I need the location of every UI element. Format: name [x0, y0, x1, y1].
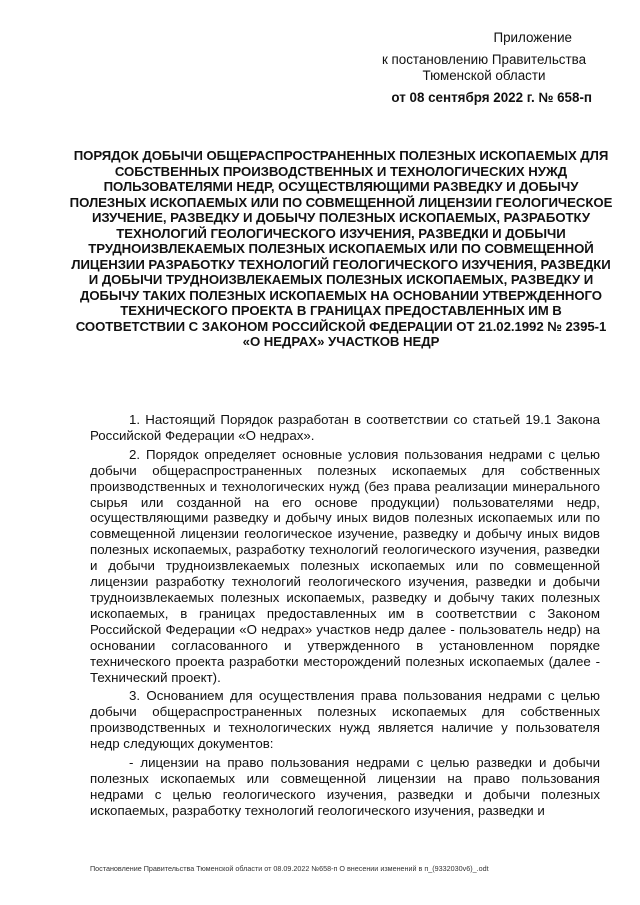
- paragraph-4: - лицензии на право пользования недрами с целью разведки и добычи полезных ископаемых или совмещенной лицензии на право пользования недрами с целью геологического изучения, разведки и добычи полезных ископаемых, разработку технологий геологического изучения, разведки и: [90, 755, 600, 818]
- appendix-decree-ref: к постановлению Правительства: [381, 52, 587, 67]
- appendix-date-number: от 08 сентября 2022 г. № 658-п: [391, 90, 592, 105]
- paragraph-1: 1. Настоящий Порядок разработан в соответствии со статьей 19.1 Закона Российской Федерации «О недрах».: [90, 412, 600, 443]
- appendix-label: Приложение: [493, 30, 572, 45]
- document-title: ПОРЯДОК ДОБЫЧИ ОБЩЕРАСПРОСТРАНЕННЫХ ПОЛЕЗНЫХ ИСКОПАЕМЫХ ДЛЯ СОБСТВЕННЫХ ПРОИЗВОДСТВЕННЫХ И ТЕХНОЛОГИЧЕСКИХ НУЖД ПОЛЬЗОВАТЕЛЯМИ НЕДР, ОСУЩЕСТВЛЯЮЩИМИ РАЗВЕДКУ И ДОБЫЧУ ПОЛЕЗНЫХ ИСКОПАЕМЫХ ИЛИ ПО СОВМЕЩЕННОЙ ЛИЦЕНЗИИ ГЕОЛОГИЧЕСКОЕ ИЗУЧЕНИЕ, РАЗВЕДКУ И ДОБЫЧУ ПОЛЕЗНЫХ ИСКОПАЕМЫХ, РАЗРАБОТКУ ТЕХНОЛОГИЙ ГЕОЛОГИЧЕСКОГО ИЗУЧЕНИЯ, РАЗВЕДКИ И ДОБЫЧИ ТРУДНОИЗВЛЕКАЕМЫХ ПОЛЕЗНЫХ ИСКОПАЕМЫХ ИЛИ ПО СОВМЕЩЕННОЙ ЛИЦЕНЗИИ РАЗРАБОТКУ ТЕХНОЛОГИЙ ГЕОЛОГИЧЕСКОГО ИЗУЧЕНИЯ, РАЗВЕДКИ И ДОБЫЧИ ТРУДНОИЗВЛЕКАЕМЫХ ПОЛЕЗНЫХ ИСКОПАЕМЫХ, РАЗВЕДКУ И ДОБЫЧУ ТАКИХ ПОЛЕЗНЫХ ИСКОПАЕМЫХ НА ОСНОВАНИИ УТВЕРЖДЕННОГО ТЕХНИЧЕСКОГО ПРОЕКТА В ГРАНИЦАХ ПРЕДОСТАВЛЕННЫХ ИМ В СООТВЕТСТВИИ С ЗАКОНОМ РОССИЙСКОЙ ФЕДЕРАЦИИ ОТ 21.02.1992 № 2395-1 «О НЕДРАХ» УЧАСТКОВ НЕДР: [69, 148, 613, 349]
- paragraph-2: 2. Порядок определяет основные условия пользования недрами с целью добычи общераспространенных полезных ископаемых для собственных производственных и технологических нужд (без права реализации минерального сырья или созданной на его основе продукции) пользователями недр, осуществляющими разведку и добычу иных видов полезных ископаемых или по совмещенной лицензии геологическое изучение, разведку и добычу иных видов полезных ископаемых, разработку технологий геологического изучения, разведки и добычи трудноизвлекаемых полезных ископаемых или по совмещенной лицензии разработку технологий геологического изучения, разведки и добычи трудноизвлекаемых полезных ископаемых, разведку и добычу таких полезных ископаемых, в границах предоставленных им в соответствии с Законом Российской Федерации «О недрах» участков недр далее - пользователь недр) на основании согласованного и утвержденного в установленном порядке технического проекта разработки месторождений полезных ископаемых (далее - Технический проект).: [90, 446, 600, 685]
- appendix-header: [332, 30, 592, 106]
- document-body: [90, 412, 600, 822]
- appendix-region: Тюменской области: [422, 68, 546, 83]
- page-footer: Постановление Правительства Тюменской области от 08.09.2022 №658-п О внесении изменений в п_(9332030v6)_.odt: [90, 864, 489, 873]
- paragraph-3: 3. Основанием для осуществления права пользования недрами с целью добычи общераспространенных полезных ископаемых для собственных производственных и технологических нужд является наличие у пользователя недр следующих документов:: [90, 688, 600, 752]
